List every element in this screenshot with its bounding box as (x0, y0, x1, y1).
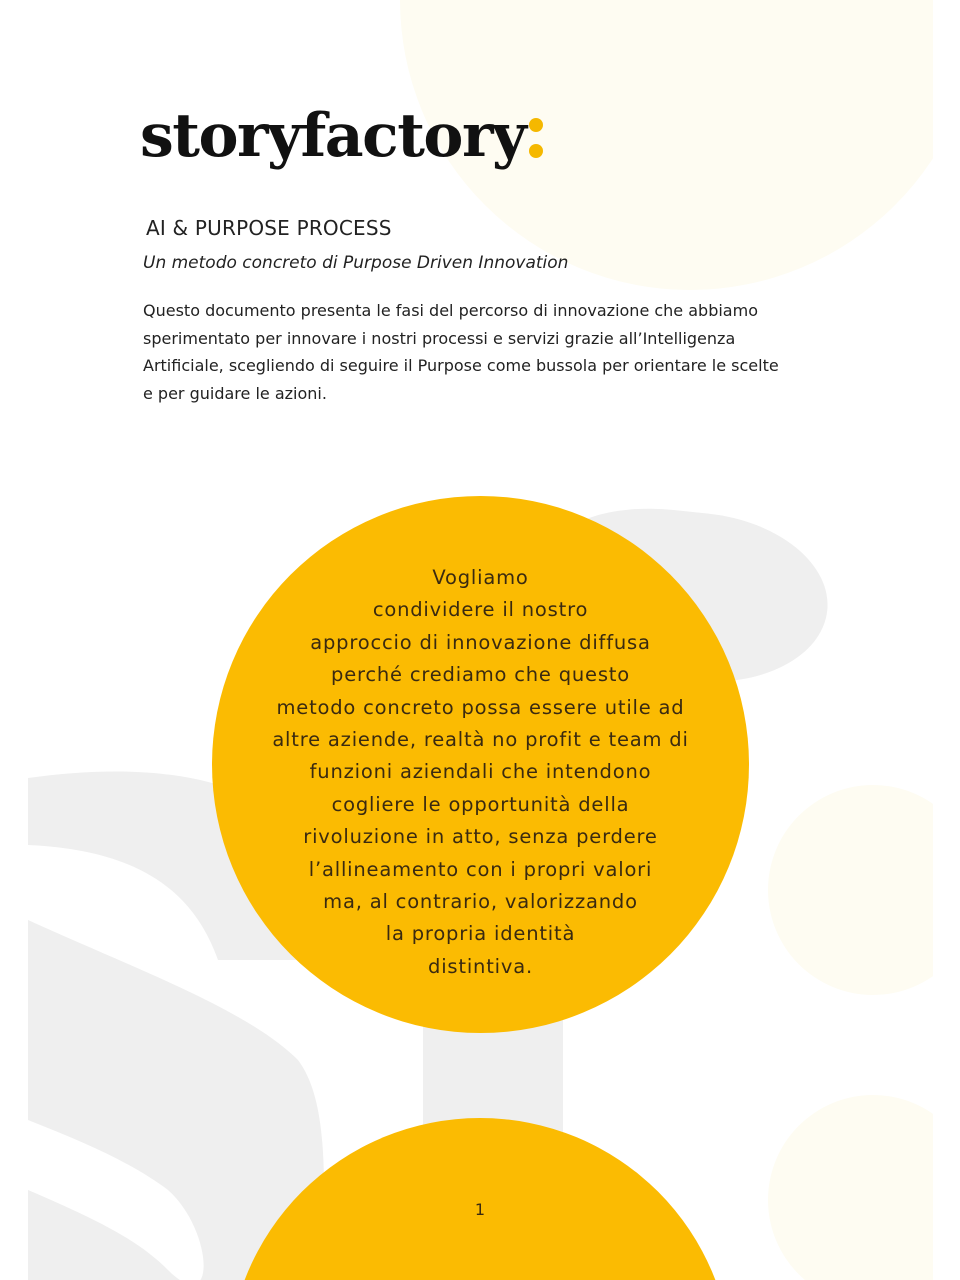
quote-line: altre aziende, realtà no profit e team di (272, 728, 689, 752)
quote-line: metodo concreto possa essere utile ad (276, 695, 685, 719)
quote-line: rivoluzione in atto, senza perdere (303, 825, 658, 849)
quote-line: distintiva. (428, 954, 533, 978)
quote-text (212, 562, 749, 983)
quote-line: cogliere le opportunità della (331, 792, 630, 816)
document-subtitle: Un metodo concreto di Purpose Driven Innovation (143, 253, 569, 273)
intro-line: sperimentato per innovare i nostri processi e servizi grazie all’Intelligenza (143, 328, 736, 348)
quote-line: perché crediamo che questo (331, 663, 630, 687)
page-number: 1 (474, 1200, 486, 1219)
quote-line: condividere il nostro (372, 598, 589, 622)
logo-text: storyfactory (140, 101, 526, 171)
quote-line: la propria identità (385, 922, 576, 946)
intro-line: Questo documento presenta le fasi del percorso di innovazione che abbiamo (143, 301, 758, 320)
quote-line: l’allineamento con i propri valori (308, 857, 653, 881)
intro-line: e per guidare le azioni. (143, 383, 327, 403)
quote-line: approccio di innovazione diffusa (310, 630, 651, 654)
quote-line: Vogliamo (432, 566, 529, 589)
document-title: AI & PURPOSE PROCESS (146, 216, 392, 240)
quote-line: funzioni aziendali che intendono (309, 760, 652, 784)
quote-line: ma, al contrario, valorizzando (323, 890, 638, 914)
colon-dot-upper-decoration (768, 785, 933, 995)
storyfactory-logo (140, 96, 547, 176)
logo-colon-icon (529, 108, 547, 168)
colon-dot-lower-decoration (768, 1095, 933, 1280)
intro-line: Artificiale, scegliendo di seguire il Purpose come bussola per orientare le scelte (143, 356, 779, 375)
intro-paragraph (143, 297, 823, 407)
